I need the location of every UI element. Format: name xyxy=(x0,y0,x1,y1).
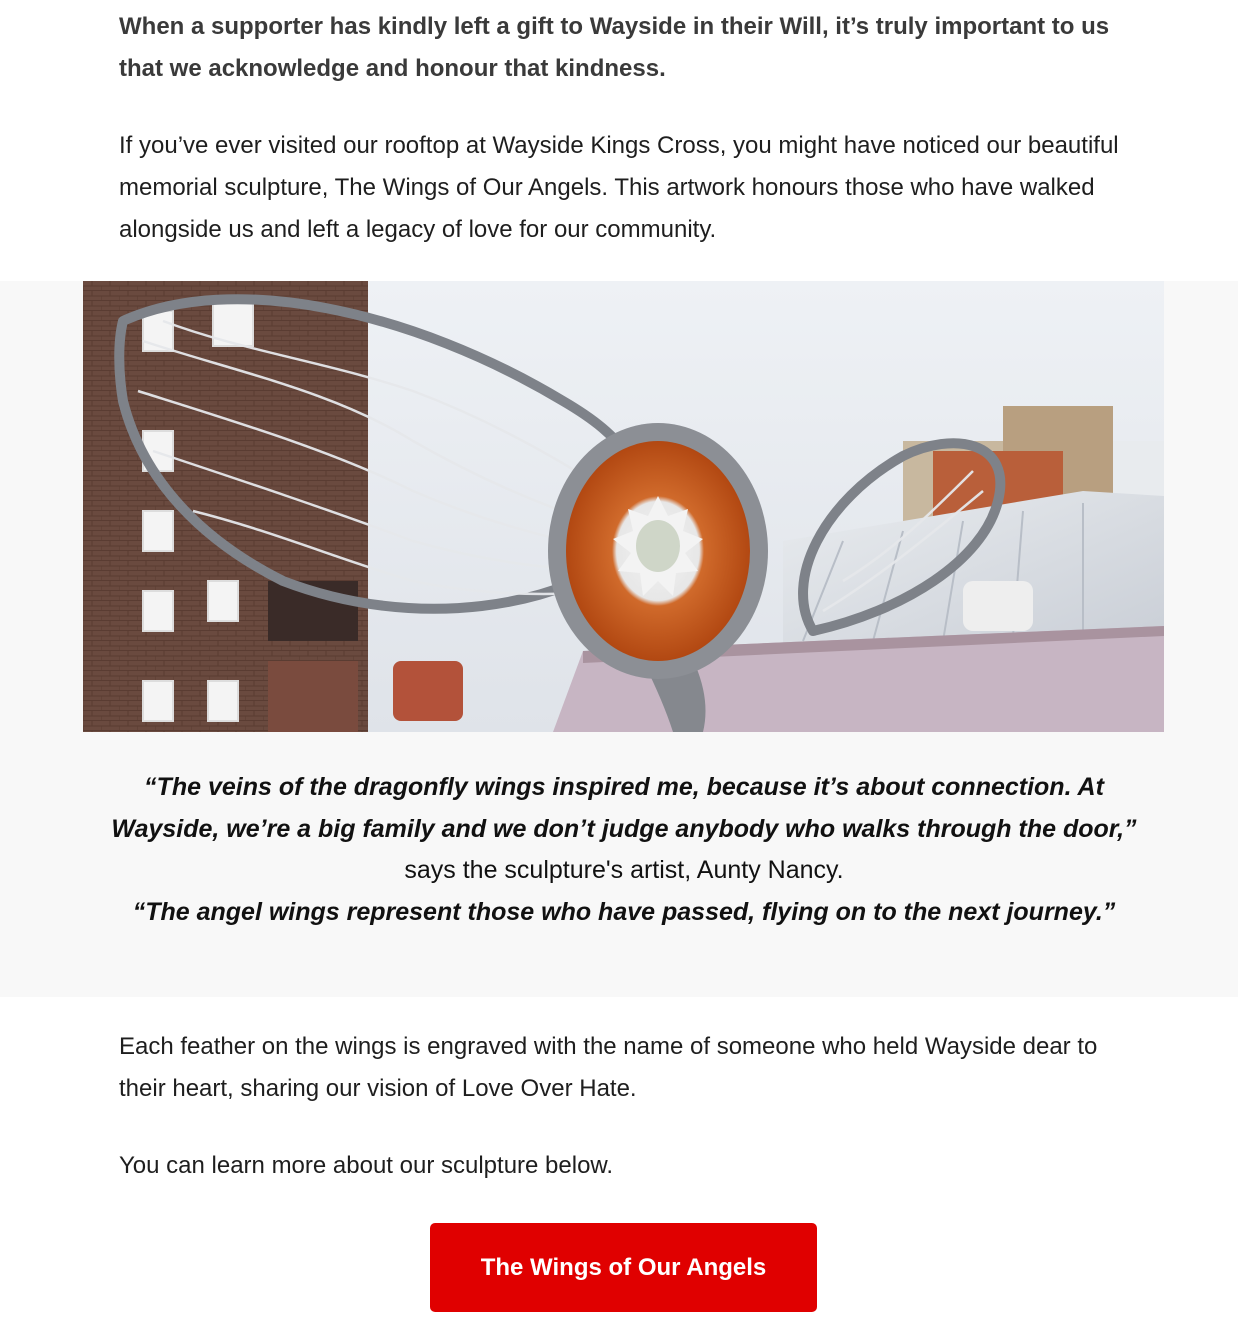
artist-quote xyxy=(100,767,1148,933)
feather-paragraph: Each feather on the wings is engraved with the name of someone who held Wayside dear to their heart, sharing our vision of Love Over Hate. xyxy=(119,1033,1098,1102)
intro-heading: When a supporter has kindly left a gift to Wayside in their Will, it’s truly important to us that we acknowledge and honour that kindness. xyxy=(119,13,1110,82)
quote-part-2: “The angel wings represent those who have passed, flying on to the next journey.” xyxy=(132,897,1116,926)
quote-part-1: “The veins of the dragonfly wings inspired me, because it’s about connection. At Wayside, we’re a big family and we don’t judge anybody who walks through the door,” xyxy=(111,773,1137,843)
intro-paragraph: If you’ve ever visited our rooftop at Wayside Kings Cross, you might have noticed our beautiful memorial sculpture, The Wings of Our Angels. This artwork honours those who have walked alongside us and left a legacy of love for our community. xyxy=(119,132,1119,243)
sculpture-photo xyxy=(83,281,1164,732)
learn-more-paragraph: You can learn more about our sculpture below. xyxy=(119,1152,614,1179)
quote-attribution: says the sculpture's artist, Aunty Nancy. xyxy=(404,856,844,884)
wings-of-our-angels-button[interactable]: The Wings of Our Angels xyxy=(430,1223,817,1312)
